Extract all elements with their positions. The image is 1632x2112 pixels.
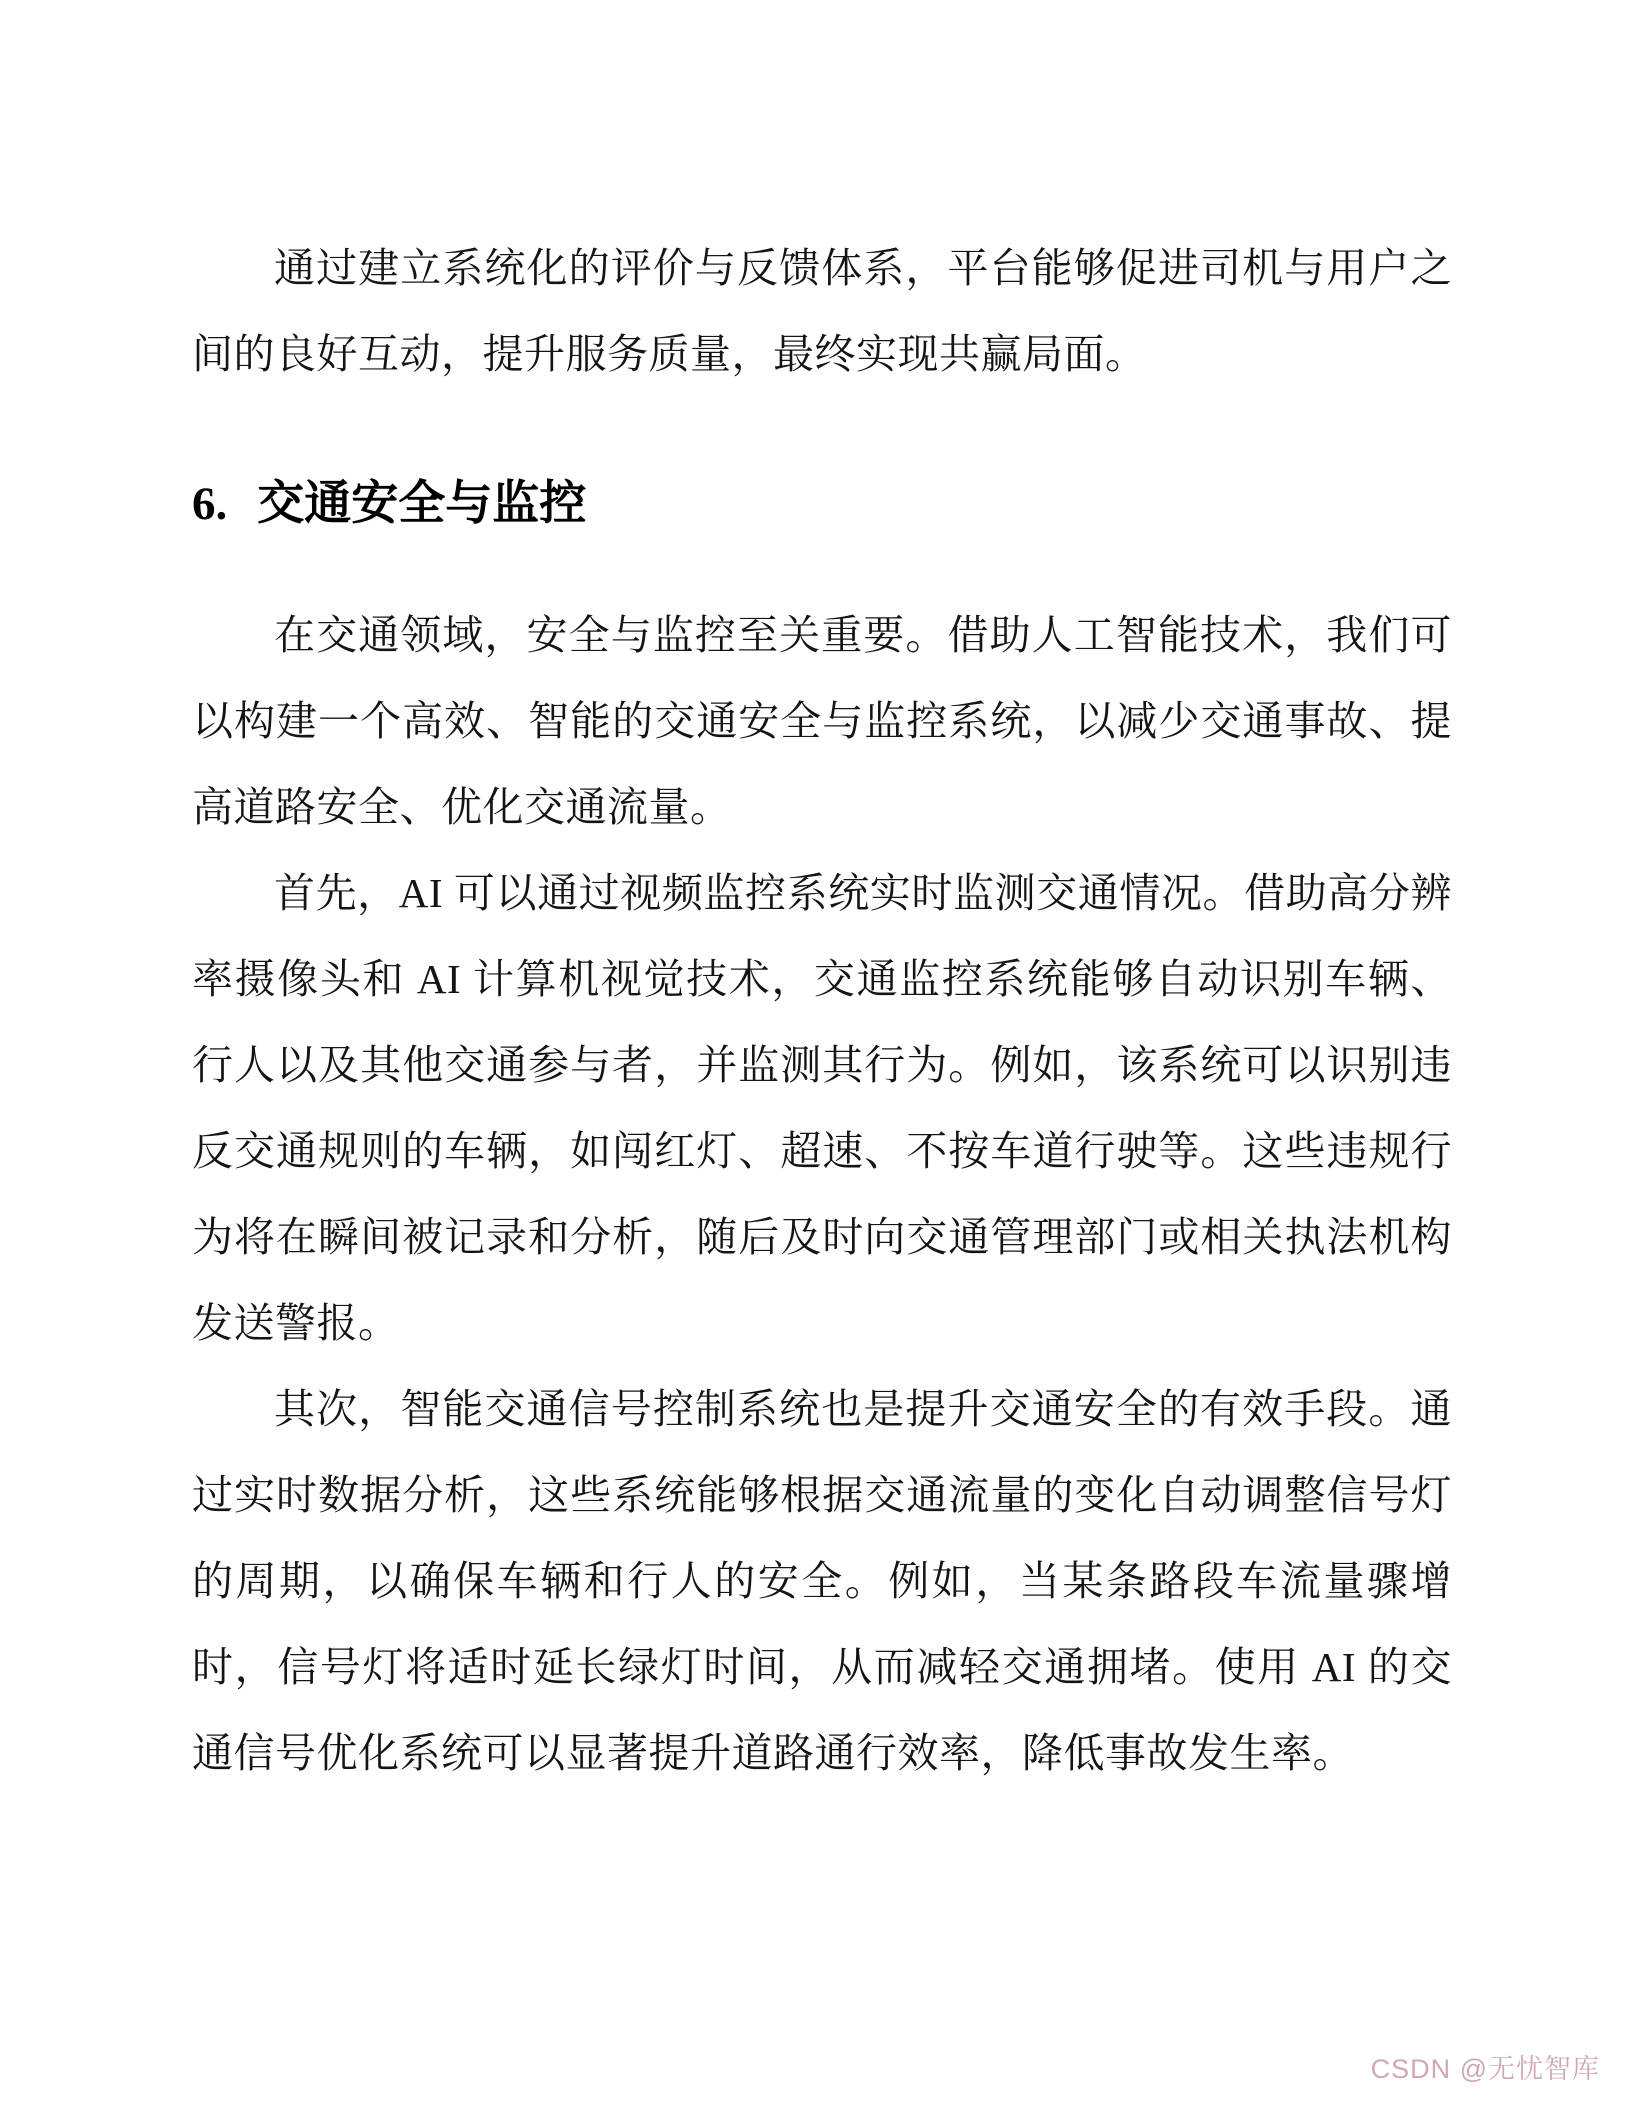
section-number: 6.	[192, 478, 228, 530]
watermark: CSDN @无忧智库	[1370, 2054, 1600, 2084]
section-heading	[192, 475, 1452, 532]
intro-paragraph: 通过建立系统化的评价与反馈体系，平台能够促进司机与用户之间的良好互动，提升服务质量，最终实现共赢局面。	[192, 245, 1452, 377]
body-paragraph-1: 在交通领域，安全与监控至关重要。借助人工智能技术，我们可以构建一个高效、智能的交通安全与监控系统，以减少交通事故、提高道路安全、优化交通流量。	[192, 612, 1452, 831]
body-paragraph-2: 首先，AI 可以通过视频监控系统实时监测交通情况。借助高分辨率摄像头和 AI 计算机视觉技术，交通监控系统能够自动识别车辆、行人以及其他交通参与者，并监测其行为。例如，该系统可以识别违反交通规则的车辆，如闯红灯、超速、不按车道行驶等。这些违规行为将在瞬间被记录和分析，随后及时向交通管理部门或相关执法机构发送警报。	[192, 870, 1452, 1347]
section-title: 交通安全与监控	[257, 476, 587, 529]
body-paragraph-3: 其次，智能交通信号控制系统也是提升交通安全的有效手段。通过实时数据分析，这些系统能够根据交通流量的变化自动调整信号灯的周期，以确保车辆和行人的安全。例如，当某条路段车流量骤增时，信号灯将适时延长绿灯时间，从而减轻交通拥堵。使用 AI 的交通信号优化系统可以显著提升道路通行效率，降低事故发生率。	[192, 1386, 1452, 1777]
